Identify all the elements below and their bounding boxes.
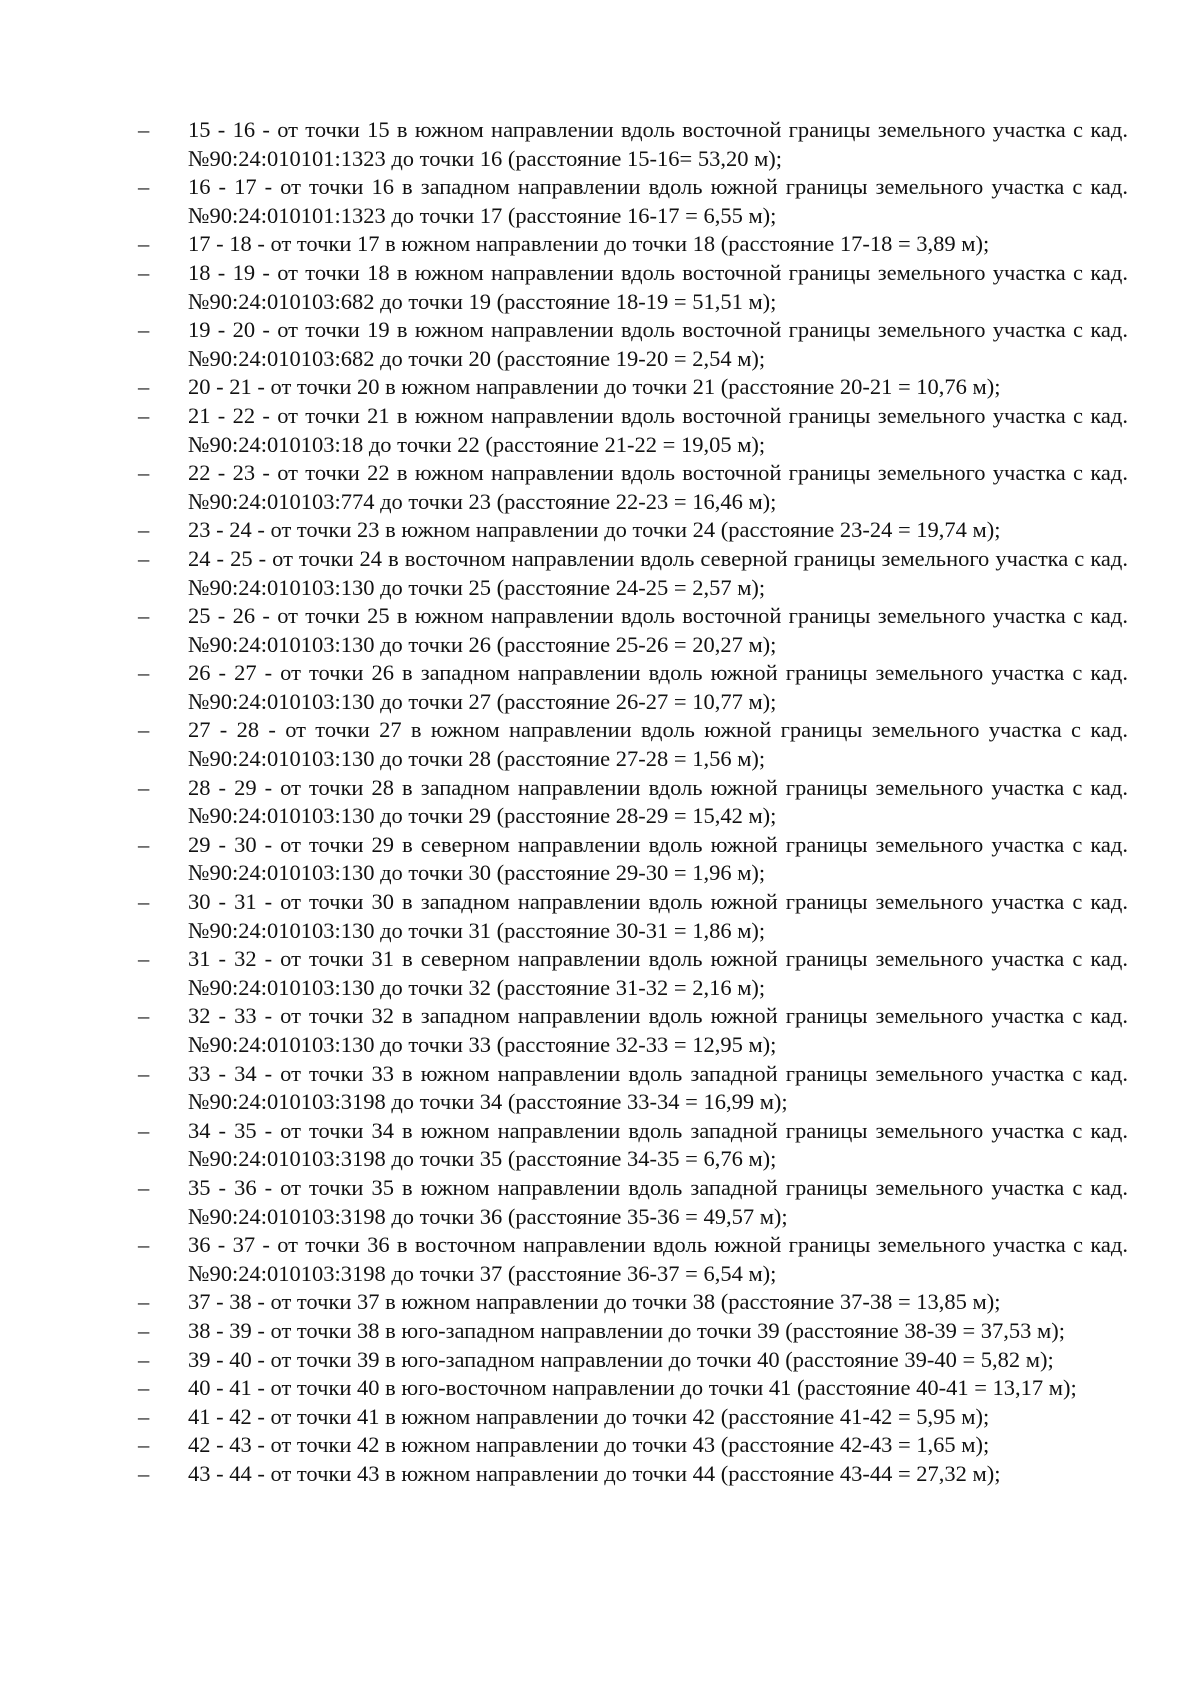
list-bullet-dash: – bbox=[138, 717, 150, 743]
list-item bbox=[138, 1117, 1128, 1174]
list-item bbox=[138, 945, 1128, 1002]
list-bullet-dash: – bbox=[138, 545, 150, 571]
list-item bbox=[138, 1231, 1128, 1288]
list-item-text: 33 - 34 - от точки 33 в южном направлении вдоль западной границы земельного участка с кад. №90:24:010103:3198 до точки 34 (расстояние 33-34 = 16,99 м); bbox=[188, 1060, 1128, 1115]
list-bullet-dash: – bbox=[138, 317, 150, 343]
list-item-text: 21 - 22 - от точки 21 в южном направлении вдоль восточной границы земельного участка с кад. №90:24:010103:18 до точки 22 (расстояние 21-22 = 19,05 м); bbox=[188, 402, 1128, 457]
list-item bbox=[138, 1374, 1128, 1403]
list-item bbox=[138, 1317, 1128, 1346]
list-bullet-dash: – bbox=[138, 774, 150, 800]
list-item-text: 40 - 41 - от точки 40 в юго-восточном направлении до точки 41 (расстояние 40-41 = 13,17 м); bbox=[188, 1375, 1077, 1401]
list-item-text: 22 - 23 - от точки 22 в южном направлении вдоль восточной границы земельного участка с кад. №90:24:010103:774 до точки 23 (расстояние 22-23 = 16,46 м); bbox=[188, 460, 1128, 514]
list-item-text: 15 - 16 - от точки 15 в южном направлении вдоль восточной границы земельного участка с кад. №90:24:010101:1323 до точки 16 (расстояние 15-16= 53,20 м); bbox=[188, 117, 1128, 171]
list-bullet-dash: – bbox=[138, 1346, 150, 1372]
list-item bbox=[138, 316, 1128, 373]
list-item bbox=[138, 716, 1128, 773]
list-bullet-dash: – bbox=[138, 1003, 150, 1029]
list-item-text: 26 - 27 - от точки 26 в западном направлении вдоль южной границы земельного участка с кад. №90:24:010103:130 до точки 27 (расстояние 26-27 = 10,77 м); bbox=[188, 660, 1128, 714]
list-item-text: 17 - 18 - от точки 17 в южном направлении до точки 18 (расстояние 17-18 = 3,89 м); bbox=[188, 231, 990, 257]
boundary-segment-list bbox=[138, 116, 1128, 1489]
list-item bbox=[138, 1460, 1128, 1489]
list-item-text: 41 - 42 - от точки 41 в южном направлении до точки 42 (расстояние 41-42 = 5,95 м); bbox=[188, 1403, 990, 1429]
list-item-text: 39 - 40 - от точки 39 в юго-западном направлении до точки 40 (расстояние 39-40 = 5,82 м); bbox=[188, 1346, 1054, 1372]
list-item-text: 38 - 39 - от точки 38 в юго-западном направлении до точки 39 (расстояние 38-39 = 37,53 м); bbox=[188, 1317, 1066, 1343]
list-item-text: 43 - 44 - от точки 43 в южном направлении до точки 44 (расстояние 43-44 = 27,32 м); bbox=[188, 1460, 1001, 1486]
list-item bbox=[138, 230, 1128, 259]
list-item bbox=[138, 402, 1128, 459]
list-bullet-dash: – bbox=[138, 460, 150, 486]
list-bullet-dash: – bbox=[138, 889, 150, 915]
list-item bbox=[138, 659, 1128, 716]
list-bullet-dash: – bbox=[138, 1460, 150, 1486]
list-item-text: 25 - 26 - от точки 25 в южном направлении вдоль восточной границы земельного участка с кад. №90:24:010103:130 до точки 26 (расстояние 25-26 = 20,27 м); bbox=[188, 603, 1128, 657]
list-bullet-dash: – bbox=[138, 660, 150, 686]
list-bullet-dash: – bbox=[138, 231, 150, 257]
list-item bbox=[138, 259, 1128, 316]
list-item bbox=[138, 1431, 1128, 1460]
list-item bbox=[138, 516, 1128, 545]
list-item bbox=[138, 1403, 1128, 1432]
list-bullet-dash: – bbox=[138, 1317, 150, 1343]
list-bullet-dash: – bbox=[138, 1174, 150, 1200]
list-item bbox=[138, 173, 1128, 230]
list-bullet-dash: – bbox=[138, 1117, 150, 1143]
list-item bbox=[138, 831, 1128, 888]
list-item bbox=[138, 373, 1128, 402]
list-item-text: 34 - 35 - от точки 34 в южном направлении вдоль западной границы земельного участка с кад. №90:24:010103:3198 до точки 35 (расстояние 34-35 = 6,76 м); bbox=[188, 1117, 1128, 1172]
list-item bbox=[138, 1346, 1128, 1375]
list-bullet-dash: – bbox=[138, 1289, 150, 1315]
list-item bbox=[138, 1002, 1128, 1059]
list-item-text: 19 - 20 - от точки 19 в южном направлении вдоль восточной границы земельного участка с кад. №90:24:010103:682 до точки 20 (расстояние 19-20 = 2,54 м); bbox=[188, 317, 1128, 371]
list-item bbox=[138, 459, 1128, 516]
list-item-text: 18 - 19 - от точки 18 в южном направлении вдоль восточной границы земельного участка с кад. №90:24:010103:682 до точки 19 (расстояние 18-19 = 51,51 м); bbox=[188, 259, 1128, 314]
list-bullet-dash: – bbox=[138, 402, 150, 428]
list-bullet-dash: – bbox=[138, 1403, 150, 1429]
list-bullet-dash: – bbox=[138, 603, 150, 629]
list-item-text: 27 - 28 - от точки 27 в южном направлении вдоль южной границы земельного участка с кад. №90:24:010103:130 до точки 28 (расстояние 27-28 = 1,56 м); bbox=[188, 717, 1128, 772]
list-item bbox=[138, 1060, 1128, 1117]
list-item-text: 35 - 36 - от точки 35 в южном направлении вдоль западной границы земельного участка с кад. №90:24:010103:3198 до точки 36 (расстояние 35-36 = 49,57 м); bbox=[188, 1174, 1128, 1229]
list-bullet-dash: – bbox=[138, 517, 150, 543]
list-bullet-dash: – bbox=[138, 374, 150, 400]
list-item bbox=[138, 545, 1128, 602]
list-bullet-dash: – bbox=[138, 259, 150, 285]
list-bullet-dash: – bbox=[138, 117, 150, 142]
list-item-text: 20 - 21 - от точки 20 в южном направлении до точки 21 (расстояние 20-21 = 10,76 м); bbox=[188, 374, 1001, 400]
list-bullet-dash: – bbox=[138, 1060, 150, 1086]
list-bullet-dash: – bbox=[138, 174, 150, 200]
list-item-text: 23 - 24 - от точки 23 в южном направлении до точки 24 (расстояние 23-24 = 19,74 м); bbox=[188, 517, 1001, 543]
list-item-text: 32 - 33 - от точки 32 в западном направлении вдоль южной границы земельного участка с кад. №90:24:010103:130 до точки 33 (расстояние 32-33 = 12,95 м); bbox=[188, 1003, 1128, 1057]
list-item-text: 30 - 31 - от точки 30 в западном направлении вдоль южной границы земельного участка с кад. №90:24:010103:130 до точки 31 (расстояние 30-31 = 1,86 м); bbox=[188, 889, 1128, 943]
list-item-text: 29 - 30 - от точки 29 в северном направлении вдоль южной границы земельного участка с кад. №90:24:010103:130 до точки 30 (расстояние 29-30 = 1,96 м); bbox=[188, 831, 1128, 886]
list-item-text: 24 - 25 - от точки 24 в восточном направлении вдоль северной границы земельного участка с кад. №90:24:010103:130 до точки 25 (расстояние 24-25 = 2,57 м); bbox=[188, 545, 1128, 600]
list-item-text: 42 - 43 - от точки 42 в южном направлении до точки 43 (расстояние 42-43 = 1,65 м); bbox=[188, 1432, 990, 1458]
list-item-text: 28 - 29 - от точки 28 в западном направлении вдоль южной границы земельного участка с кад. №90:24:010103:130 до точки 29 (расстояние 28-29 = 15,42 м); bbox=[188, 774, 1128, 829]
list-bullet-dash: – bbox=[138, 831, 150, 857]
list-item-text: 31 - 32 - от точки 31 в северном направлении вдоль южной границы земельного участка с кад. №90:24:010103:130 до точки 32 (расстояние 31-32 = 2,16 м); bbox=[188, 946, 1128, 1000]
list-item bbox=[138, 1174, 1128, 1231]
list-item-text: 37 - 38 - от точки 37 в южном направлении до точки 38 (расстояние 37-38 = 13,85 м); bbox=[188, 1289, 1001, 1315]
list-item bbox=[138, 774, 1128, 831]
list-bullet-dash: – bbox=[138, 1375, 150, 1401]
list-item-text: 36 - 37 - от точки 36 в восточном направлении вдоль южной границы земельного участка с кад. №90:24:010103:3198 до точки 37 (расстояние 36-37 = 6,54 м); bbox=[188, 1232, 1128, 1286]
list-bullet-dash: – bbox=[138, 1432, 150, 1458]
list-item bbox=[138, 602, 1128, 659]
list-item-text: 16 - 17 - от точки 16 в западном направлении вдоль южной границы земельного участка с кад. №90:24:010101:1323 до точки 17 (расстояние 16-17 = 6,55 м); bbox=[188, 174, 1128, 228]
list-bullet-dash: – bbox=[138, 946, 150, 972]
list-item bbox=[138, 888, 1128, 945]
list-bullet-dash: – bbox=[138, 1232, 150, 1258]
list-item bbox=[138, 116, 1128, 173]
list-item bbox=[138, 1288, 1128, 1317]
